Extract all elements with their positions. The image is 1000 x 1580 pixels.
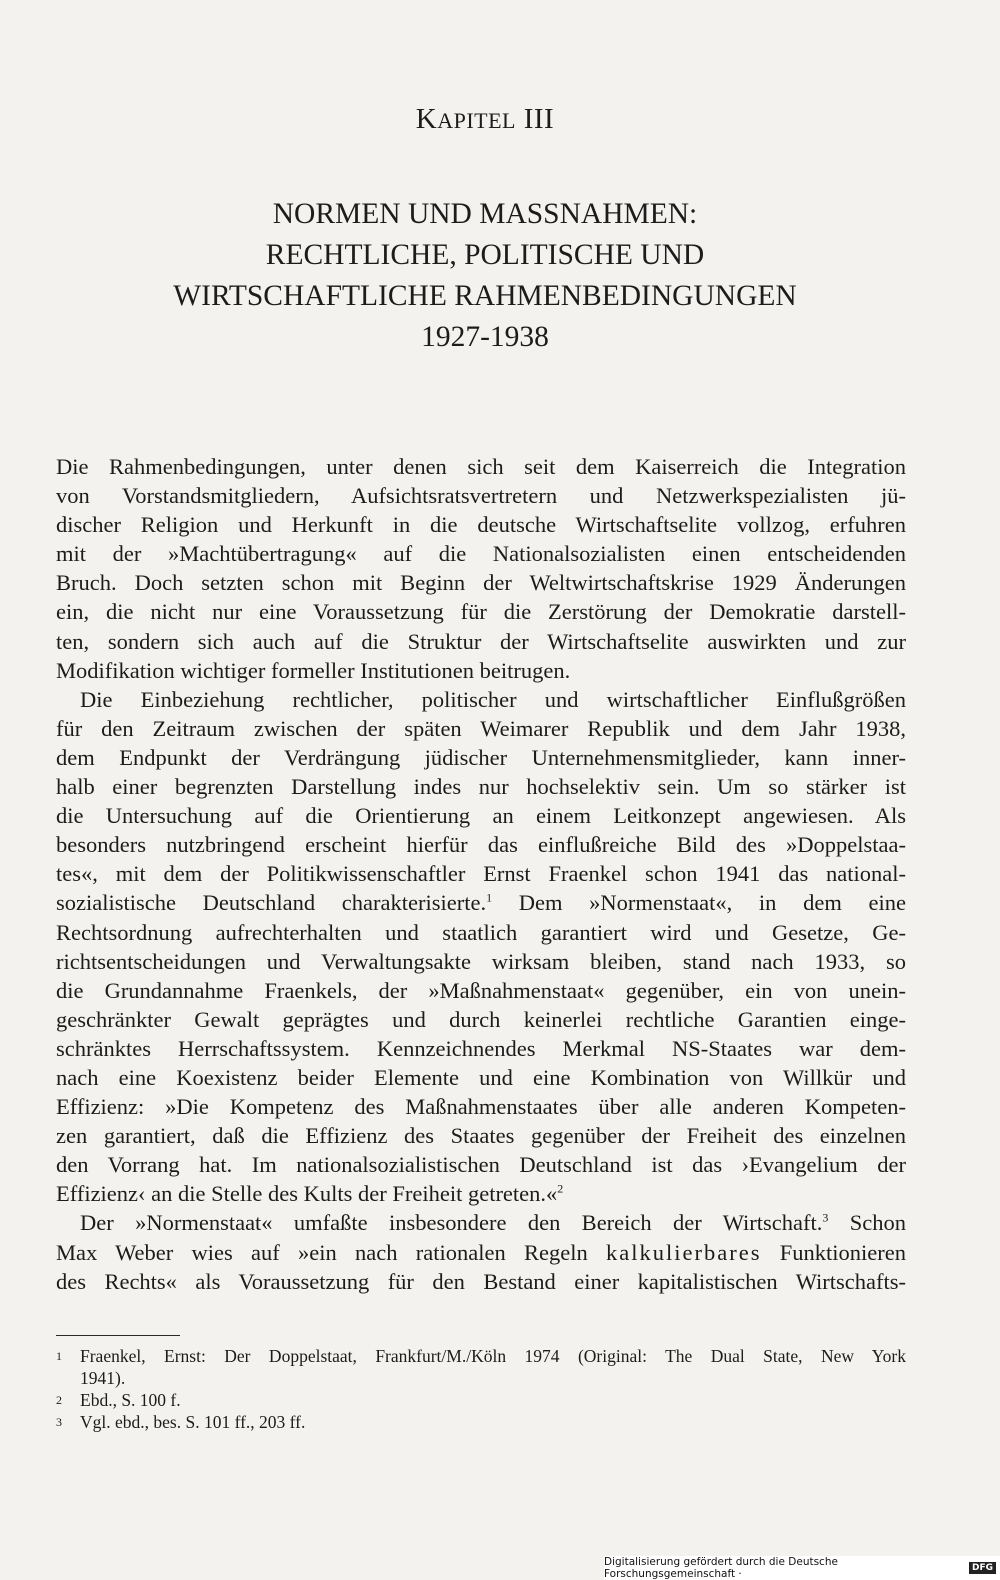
text-line: halb einer begrenzten Darstellung indes nur hochselektiv sein. Um so stärker ist xyxy=(56,774,906,800)
text-line: dem Endpunkt der Verdrängung jüdischer Unternehmensmitglieder, kann inner- xyxy=(56,744,906,770)
text-fragment: Der »Normenstaat« umfaßte insbesondere den Bereich der Wirtschaft. xyxy=(80,1210,823,1236)
footnote-text: Fraenkel, Ernst: Der Doppelstaat, Frankfurt/M./Köln 1974 (Original: The Dual State, New York xyxy=(80,1346,906,1366)
chapter-label-initial: K xyxy=(415,103,438,135)
footnote-ref[interactable]: 1 xyxy=(486,890,493,905)
text-line: richtsentscheidungen und Verwaltungsakte wirksam bleiben, stand nach 1933, so xyxy=(56,948,906,974)
text-fragment: sozialistische Deutschland charakterisierte. xyxy=(56,890,487,916)
footnote-text: 1941). xyxy=(80,1368,126,1388)
footnote-ref[interactable]: 2 xyxy=(557,1181,564,1196)
body-text xyxy=(56,452,906,1296)
footnote-number: 3 xyxy=(56,1415,62,1429)
text-line: nach eine Koexistenz beider Elemente und eine Kombination von Willkür und xyxy=(56,1064,906,1090)
text-line: schränktes Herrschaftssystem. Kennzeichnendes Merkmal NS-Staates war dem- xyxy=(56,1035,906,1061)
chapter-title xyxy=(0,194,970,358)
text-line: die Grundannahme Fraenkels, der »Maßnahmenstaat« gegenüber, ein von unein- xyxy=(56,977,906,1003)
title-years: 1927-1938 xyxy=(421,321,549,353)
text-line: Modifikation wichtiger formeller Institutionen beitrugen. xyxy=(56,657,571,683)
text-line-with-note xyxy=(56,1208,906,1237)
dfg-logo: DFG xyxy=(969,1562,996,1574)
text-line: discher Religion und Herkunft in die deutsche Wirtschaftselite vollzog, erfuhren xyxy=(56,512,906,538)
title-line: NORMEN UND MASSNAHMEN: xyxy=(272,198,698,230)
chapter-label xyxy=(0,103,970,136)
title-line: RECHTLICHE, POLITISCHE UND xyxy=(265,239,705,271)
text-line: zen garantiert, daß die Effizienz des Staates gegenüber der Freiheit des einzelnen xyxy=(56,1123,906,1149)
footnote-ref[interactable]: 3 xyxy=(822,1210,829,1225)
text-fragment: Dem »Normenstaat«, in dem eine xyxy=(492,890,906,916)
text-line: ein, die nicht nur eine Voraussetzung für die Zerstörung der Demokratie darstell- xyxy=(56,599,906,625)
text-line: Rechtsordnung aufrechterhalten und staatlich garantiert wird und Gesetze, Ge- xyxy=(56,919,906,945)
footnote xyxy=(56,1345,906,1389)
text-line-with-note xyxy=(56,1179,906,1208)
emphasis-spaced: kalkulierbares xyxy=(606,1239,762,1265)
footnote-number: 2 xyxy=(56,1393,62,1407)
footnote-divider xyxy=(56,1335,180,1336)
text-line: Die Einbeziehung rechtlicher, politischer und wirtschaftlicher Einflußgrößen xyxy=(80,686,906,712)
text-line-with-note xyxy=(56,888,906,917)
footnote xyxy=(56,1411,906,1433)
text-line: Die Rahmenbedingungen, unter denen sich seit dem Kaiserreich die Integration xyxy=(56,454,906,479)
text-fragment: Funktionieren xyxy=(761,1239,907,1265)
text-fragment: Max Weber wies auf »ein nach rationalen Regeln xyxy=(56,1239,607,1265)
title-line: WIRTSCHAFTLICHE RAHMENBEDINGUNGEN xyxy=(173,280,797,312)
text-line: den Vorrang hat. Im nationalsozialistischen Deutschland ist das ›Evangelium der xyxy=(56,1152,906,1178)
text-line: tes«, mit dem der Politikwissenschaftler Ernst Fraenkel schon 1941 das national- xyxy=(56,861,906,887)
text-line: für den Zeitraum zwischen der späten Weimarer Republik und dem Jahr 1938, xyxy=(56,715,906,741)
text-line: mit der »Machtübertragung« auf die Nationalsozialisten einen entscheidenden xyxy=(56,541,906,567)
footer-text: Digitalisierung gefördert durch die Deutsche Forschungsgemeinschaft · xyxy=(604,1556,838,1580)
text-line: Bruch. Doch setzten schon mit Beginn der Weltwirtschaftskrise 1929 Änderungen xyxy=(56,570,906,596)
text-line: des Rechts« als Voraussetzung für den Bestand einer kapitalistischen Wirtschafts- xyxy=(56,1268,906,1294)
text-line: ten, sondern sich auch auf die Struktur der Wirtschaftselite auswirkten und zur xyxy=(56,628,906,654)
text-line: besonders nutzbringend erscheint hierfür das einflußreiche Bild des »Doppelstaa- xyxy=(56,832,906,858)
footnote-text: Ebd., S. 100 f. xyxy=(80,1390,181,1410)
text-line: von Vorstandsmitgliedern, Aufsichtsratsvertretern und Netzwerkspezialisten jü- xyxy=(56,483,906,509)
footnote xyxy=(56,1389,906,1411)
text-line-with-emphasis xyxy=(56,1238,906,1267)
text-fragment: Schon xyxy=(828,1210,907,1236)
text-line: Effizienz: »Die Kompetenz des Maßnahmenstaates über alle anderen Kompeten- xyxy=(56,1094,906,1120)
chapter-label-word: APITEL xyxy=(437,108,516,133)
footnote-number: 1 xyxy=(56,1349,62,1363)
footnotes xyxy=(56,1345,906,1433)
footnote-text: Vgl. ebd., bes. S. 101 ff., 203 ff. xyxy=(80,1412,306,1432)
chapter-number: III xyxy=(523,103,555,135)
text-line: die Untersuchung auf die Orientierung an einem Leitkonzept angewiesen. Als xyxy=(56,803,906,829)
text-fragment: Effizienz‹ an die Stelle des Kults der Freiheit getreten.« xyxy=(56,1181,558,1207)
text-line: geschränkter Gewalt geprägtes und durch keinerlei rechtliche Garantien einge- xyxy=(56,1006,906,1032)
digitization-footer xyxy=(604,1556,1000,1580)
